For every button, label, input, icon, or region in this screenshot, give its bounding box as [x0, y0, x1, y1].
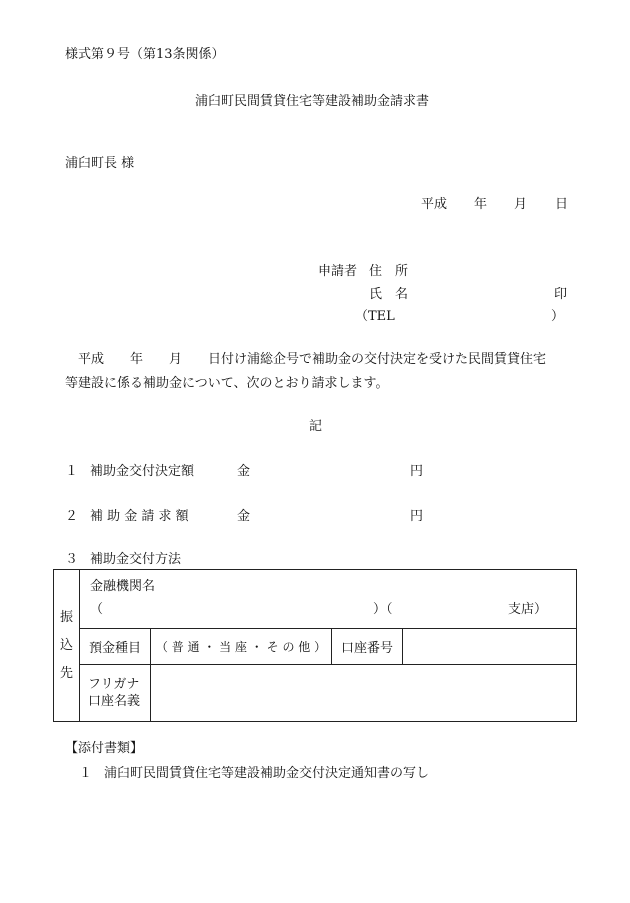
- item-label: 補 助 金 請 求 額: [90, 509, 189, 524]
- yen-mark: 円: [410, 464, 424, 479]
- yen-mark: 円: [410, 509, 424, 524]
- tel-open: （TEL: [355, 309, 395, 324]
- attachment-text: 浦臼町民間賃貸住宅等建設補助金交付決定通知書の写し: [104, 766, 430, 781]
- attachment-number: １: [79, 766, 93, 781]
- date-day: 日: [555, 197, 569, 212]
- item-label: 補助金交付方法: [90, 552, 182, 567]
- kin-mark: 金: [237, 464, 251, 479]
- item-number: １: [65, 464, 79, 479]
- account-number-label: 口座番号: [332, 629, 403, 665]
- tel-close: ）: [551, 309, 565, 324]
- transfer-destination-label: 振 込 先: [54, 570, 80, 722]
- form-number: 様式第９号（第13条関係）: [65, 47, 225, 62]
- date-year: 年: [474, 197, 488, 212]
- deposit-type-options[interactable]: （ 普 通 ・ 当 座 ・ そ の 他 ）: [151, 629, 332, 665]
- attachments-heading: 【添付書類】: [65, 741, 144, 756]
- body-line-2: 等建設に係る補助金について、次のとおり請求します。: [65, 376, 389, 391]
- bank-transfer-table: [53, 569, 577, 722]
- account-holder-label: 口座名義: [88, 694, 141, 709]
- account-number-field[interactable]: [403, 629, 577, 665]
- item-label: 補助金交付決定額: [90, 464, 195, 479]
- account-name-field[interactable]: [151, 665, 577, 722]
- furigana-label: フリガナ: [88, 677, 140, 692]
- seal-mark: 印: [554, 287, 568, 302]
- paren-mid: ）（: [373, 602, 393, 617]
- branch-label: 支店）: [508, 602, 548, 617]
- body-line-1: 平成 年 月 日付け浦総企号で補助金の交付決定を受けた民間賃貸住宅: [78, 352, 547, 367]
- account-name-label: [80, 665, 151, 722]
- institution-label: 金融機関名: [90, 579, 156, 594]
- date-month: 月: [514, 197, 528, 212]
- date-era: 平成: [421, 197, 448, 212]
- addressee: 浦臼町長 様: [65, 156, 135, 171]
- item-number: ２: [65, 509, 79, 524]
- deposit-type-label: 預金種目: [80, 629, 151, 665]
- document-title: 浦臼町民間賃貸住宅等建設補助金請求書: [195, 94, 430, 109]
- applicant-label: 申請者: [318, 264, 358, 279]
- kin-mark: 金: [237, 509, 251, 524]
- institution-cell[interactable]: [80, 570, 577, 629]
- address-label: 住 所: [369, 264, 409, 279]
- item-number: ３: [65, 552, 79, 567]
- name-label: 氏 名: [369, 287, 409, 302]
- ki-heading: 記: [309, 419, 323, 434]
- paren-open: （: [90, 602, 104, 617]
